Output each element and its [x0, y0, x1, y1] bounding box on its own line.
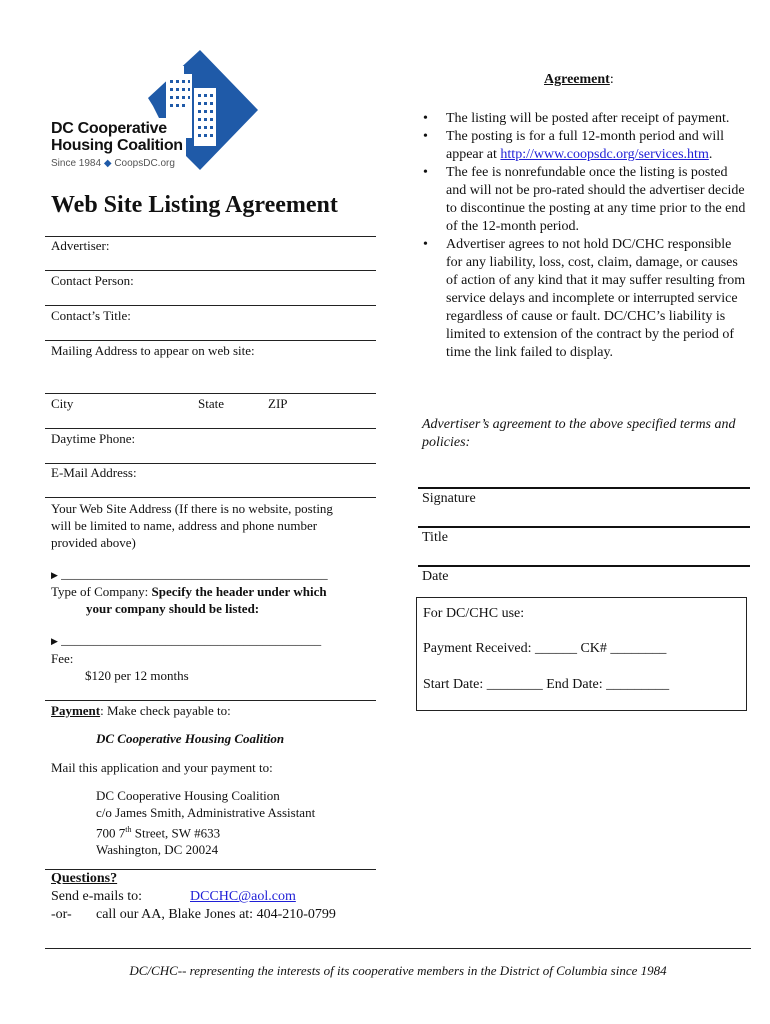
- website-field[interactable]: [51, 566, 328, 582]
- list-item: [416, 164, 750, 236]
- list-item: [416, 236, 750, 362]
- company-bold1: Specify the header under which: [151, 584, 327, 599]
- arrow-right-icon: ▶: [51, 570, 58, 580]
- mailing-address-label: Mailing Address to appear on web site:: [51, 343, 255, 358]
- divider: [45, 869, 376, 870]
- page-title: Web Site Listing Agreement: [51, 192, 338, 218]
- website-label: [51, 500, 371, 551]
- contact-title-field[interactable]: [45, 340, 376, 341]
- terms-list: [416, 110, 750, 362]
- company-type-field[interactable]: [51, 632, 321, 648]
- company-type-label: [51, 583, 327, 617]
- divider: [45, 700, 376, 701]
- agreement-colon: :: [609, 72, 614, 87]
- agreement-title: Agreement: [544, 72, 610, 87]
- date-field[interactable]: [418, 565, 750, 567]
- contact-person-field[interactable]: [45, 305, 376, 306]
- company-blank: ________________________________________: [61, 632, 322, 647]
- start-end-date-field[interactable]: Start Date: ________ End Date: _________: [423, 677, 670, 692]
- arrow-right-icon: ▶: [51, 636, 58, 646]
- company-bold2: your company should be listed:: [86, 601, 260, 616]
- call-text: call our AA, Blake Jones at: 404-210-0799: [96, 907, 336, 922]
- mail-instruction: Mail this application and your payment to:: [51, 760, 273, 775]
- logo: [48, 48, 278, 173]
- logo-since: Since 1984: [51, 158, 102, 169]
- advertiser-field[interactable]: [45, 270, 376, 271]
- website-blank: _________________________________________: [61, 566, 328, 581]
- email-label: E-Mail Address:: [51, 465, 137, 480]
- website-line1: Your Web Site Address (If there is no website, posting: [51, 501, 333, 516]
- logo-tagline: [51, 158, 175, 169]
- address-line3a: 700 7: [96, 825, 126, 841]
- mailing-address-field[interactable]: [45, 393, 376, 394]
- term-2-post: .: [708, 147, 713, 162]
- agreement-statement: Advertiser’s agreement to the above specified terms and policies:: [422, 417, 736, 450]
- list-item: [416, 128, 750, 164]
- contact-person-label: Contact Person:: [51, 273, 134, 288]
- city-label: City: [51, 396, 74, 411]
- zip-label: ZIP: [268, 396, 288, 411]
- signature-label: Signature: [422, 491, 476, 506]
- website-line2: will be limited to name, address and phone number: [51, 518, 318, 533]
- mailing-address-block: [96, 787, 315, 858]
- logo-line1: DC Cooperative: [51, 120, 167, 137]
- address-line4: Washington, DC 20024: [96, 842, 219, 858]
- office-use-heading: For DC/CHC use:: [423, 606, 525, 621]
- payment-text: : Make check payable to:: [100, 703, 231, 718]
- signature-field[interactable]: [418, 487, 750, 489]
- address-line1: DC Cooperative Housing Coalition: [96, 788, 280, 803]
- city-state-zip-field[interactable]: [45, 428, 376, 429]
- payee-name: DC Cooperative Housing Coalition: [96, 731, 285, 746]
- email-field[interactable]: [45, 497, 376, 498]
- divider: [45, 236, 376, 237]
- state-label: State: [198, 396, 224, 411]
- fee-amount: $120 per 12 months: [85, 668, 189, 683]
- logo-line2: Housing Coalition: [51, 137, 183, 154]
- payment-line: [51, 703, 231, 719]
- email-link[interactable]: DCCHC@aol.com: [190, 889, 296, 904]
- term-3: The fee is nonrefundable once the listing is posted and will not be pro-rated should the advertiser decide to discontinue the posting at any time prior to the end of the 12-month period.: [446, 165, 746, 234]
- footer-divider: [45, 948, 751, 949]
- diamond-icon: ◆: [103, 158, 112, 169]
- term-4: Advertiser agrees to not hold DC/CHC responsible for any liability, loss, cost, claim, damage, or causes of action of any kind that it may suffer resulting from service delays and incomplete or interrupted service regardless of cause or fault. DC/CHC’s liability is limited to extension of the contract by the period of time the link failed to display.: [446, 237, 746, 360]
- term-1: The listing will be posted after receipt of payment.: [446, 111, 730, 126]
- payment-received-field[interactable]: Payment Received: ______ CK# ________: [423, 641, 667, 656]
- website-line3: provided above): [51, 535, 136, 550]
- services-link[interactable]: http://www.coopsdc.org/services.htm: [500, 147, 709, 162]
- advertiser-label: Advertiser:: [51, 238, 110, 253]
- term-2-pre: The posting is for a full 12-month period and will appear at: [446, 129, 725, 162]
- address-line3b: Street, SW #633: [131, 825, 221, 841]
- title-field[interactable]: [418, 526, 750, 528]
- send-email-label: Send e-mails to:: [51, 889, 142, 904]
- title-label: Title: [422, 530, 448, 545]
- daytime-phone-field[interactable]: [45, 463, 376, 464]
- company-prefix: Type of Company:: [51, 584, 152, 599]
- office-use-box: [416, 597, 747, 711]
- logo-site: CoopsDC.org: [114, 158, 175, 169]
- daytime-phone-label: Daytime Phone:: [51, 431, 136, 446]
- footer-tagline: DC/CHC-- representing the interests of its cooperative members in the District of Columbia since 1984: [129, 963, 667, 978]
- questions-heading: Questions?: [51, 871, 118, 886]
- date-label: Date: [422, 569, 449, 584]
- address-line2: c/o James Smith, Administrative Assistant: [96, 805, 316, 820]
- payment-label: Payment: [51, 703, 101, 718]
- or-label: -or-: [51, 907, 72, 922]
- agreement-heading: [544, 72, 614, 88]
- list-item: [416, 110, 750, 128]
- address-line3sup: th: [125, 825, 132, 834]
- fee-label: Fee:: [51, 651, 74, 666]
- contact-title-label: Contact’s Title:: [51, 308, 131, 323]
